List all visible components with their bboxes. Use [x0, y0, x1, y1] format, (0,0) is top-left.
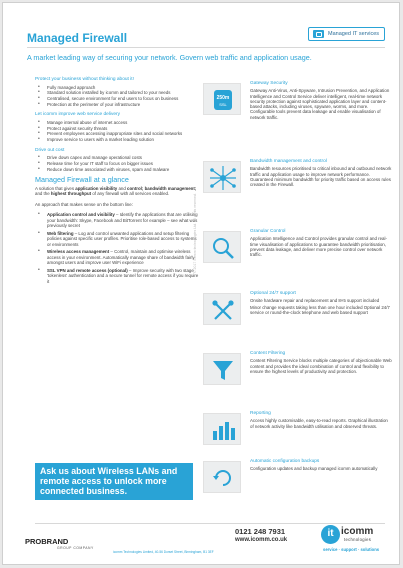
company-address: icomm Technologies Limited, 40-56 Dorset Street, Birmingham, B1 3EF — [113, 550, 214, 554]
feature-text — [250, 159, 392, 188]
feature-heading: Automatic configuration backups — [250, 459, 320, 464]
list-item: • Improve service to users with a market leading solution — [35, 137, 200, 143]
feature-heading: Granular Control — [250, 229, 286, 234]
feature-text — [250, 459, 392, 473]
list-item: • Drive down capex and manage operational costs — [35, 155, 200, 161]
service-tag-label: Managed IT services — [328, 31, 379, 37]
network-icon — [203, 161, 241, 193]
probrand-logo: PROBRAND — [25, 537, 69, 546]
logo-it-icon: it — [321, 525, 340, 544]
section-list — [35, 155, 200, 172]
feature-sub: Minor change requests taking less than one hour included Optional 24/7 service or round-the-clock telephone and web based support — [250, 304, 390, 315]
list-item: • Prevent employees accessing inappropriate sites and social networks — [35, 131, 200, 137]
feature-desc: Access highly customisable, easy-to-read reports. Graphical illustration of network activity like bandwidth utilisation and observed threats. — [250, 418, 388, 429]
feature-heading: Optional 24/7 support — [250, 291, 296, 296]
feature-desc: Configuration updates and backup managed icomm automatically — [250, 466, 378, 472]
funnel-icon — [203, 353, 241, 385]
list-item: • Wireless access management – Control, maintain and optimise wireless access in your environment. Automatically manage share of bandwidth fairly amongst users and improve user WiFi experience — [35, 249, 200, 266]
list-item: • Web filtering – Log and control unwanted applications and setup filtering policies against specific user profiles. Prioritise role-based access to systems or environments — [35, 231, 200, 248]
feature-desc: Onsite hardware repair and replacement and 8×5 support included — [250, 298, 380, 304]
backup-icon — [203, 461, 241, 493]
section-heading: Let icomm improve web service delivery — [35, 112, 121, 118]
section-list — [35, 120, 200, 143]
list-item: • Fully managed approach — [35, 85, 200, 91]
watermark: © 2017 icomm technologies Ltd. All rights reserved. — [193, 193, 197, 273]
svg-text:250m: 250m — [216, 95, 230, 101]
feature-text — [250, 291, 392, 315]
glance-intro: A solution that gives application visibility and control; bandwidth management; and the highest throughput of any firewall with all services enabled. — [35, 185, 197, 197]
feature-desc: Content Filtering Service blocks multiple categories of objectionable Web content and provides the ideal combination of control and flexibility to ensure the highest levels of productivity and protection. — [250, 358, 392, 374]
feature-text — [250, 411, 392, 430]
list-item: • Reduce down time associated with viruses, spam and malware — [35, 167, 200, 173]
phone-number: 0121 248 7931 — [235, 527, 286, 536]
feature-text — [250, 351, 392, 375]
list-item: • Release time for your IT staff to focus on bigger issues — [35, 161, 200, 167]
list-item: • SSL VPN and remote access (optional) – Improve security with two stage 'tokenless' authentication and a secure tunnel for remote access if you require it — [35, 268, 200, 285]
feature-heading: Gateway Security — [250, 81, 288, 86]
feature-heading: Bandwidth management and control — [250, 159, 327, 164]
header-divider — [27, 47, 385, 48]
feature-desc: Bandwidth resources prioritised to critical inbound and outbound network traffic and application usage to improve network performance. Guaranteed minimum bandwidth for priority traffic based on access rules created in the Firewall. — [250, 166, 392, 188]
magnifier-icon — [203, 231, 241, 263]
section-list — [35, 85, 200, 108]
probrand-subtitle: GROUP COMPANY — [57, 546, 94, 550]
cta-box: Ask us about Wireless LANs and remote access to unlock more connected business. — [35, 463, 193, 500]
ssl-badge-icon — [203, 83, 241, 115]
list-item: • Manage internal abuse of internet access — [35, 120, 200, 126]
feature-heading: Reporting — [250, 411, 271, 416]
feature-text — [250, 229, 392, 258]
list-item: • Application control and visibility – Identify the applications that are utilising your bandwidth: Skype, Facebook and BitTorrent for example – see what was previously secret — [35, 212, 200, 229]
tools-icon — [203, 293, 241, 325]
bar-chart-icon — [203, 413, 241, 445]
datasheet-page — [2, 2, 400, 565]
glance-title: Managed Firewall at a glance — [35, 175, 129, 185]
list-item: • Protect against security threats — [35, 126, 200, 132]
logo-slogan: service · support · solutions — [323, 547, 380, 552]
section-heading: Drive out cost — [35, 147, 65, 153]
section-heading: Protect your business without thinking about it! — [35, 77, 134, 82]
approach-text: An approach that makes sense on the bottom line: — [35, 201, 133, 207]
svg-text:SSL: SSL — [219, 102, 227, 107]
list-item: • Protection at the perimeter of your infrastructure — [35, 102, 200, 108]
page-subtitle: A market leading way of securing your network. Govern web traffic and application usage. — [27, 53, 312, 62]
service-icon — [313, 30, 324, 38]
glance-list — [35, 212, 200, 284]
footer-divider — [35, 523, 385, 524]
service-tag — [308, 27, 385, 41]
feature-desc: Gateway Anti-Virus, Anti-Spyware, Intrusion Prevention, and Application Intelligence and Control Service deliver intelligent, real-time network security protection against sophisticated application layer and content-based attacks, including viruses, spyware, worms, and more. Configurable tools prevent data leakage and enable visualisation of network traffic. — [250, 88, 390, 120]
feature-text — [250, 81, 392, 121]
page-title: Managed Firewall — [27, 31, 128, 45]
feature-heading: Content Filtering — [250, 351, 286, 356]
left-column — [35, 77, 200, 289]
logo-tech: technologies — [344, 537, 372, 542]
list-item: • Centralised, secure environment for end users to focus on business — [35, 96, 200, 102]
feature-desc: Application Intelligence and Control provides granular control and real-time visualisation of applications to guarantee bandwidth prioritisation, prevent data leakage, and deliver more precise control over network traffic. — [250, 236, 387, 258]
list-item: • Standard solution installed by icomm and tailored to your needs — [35, 90, 200, 96]
icomm-logo — [321, 525, 381, 559]
logo-name: icomm — [341, 526, 374, 537]
website-link[interactable]: www.icomm.co.uk — [235, 537, 288, 543]
